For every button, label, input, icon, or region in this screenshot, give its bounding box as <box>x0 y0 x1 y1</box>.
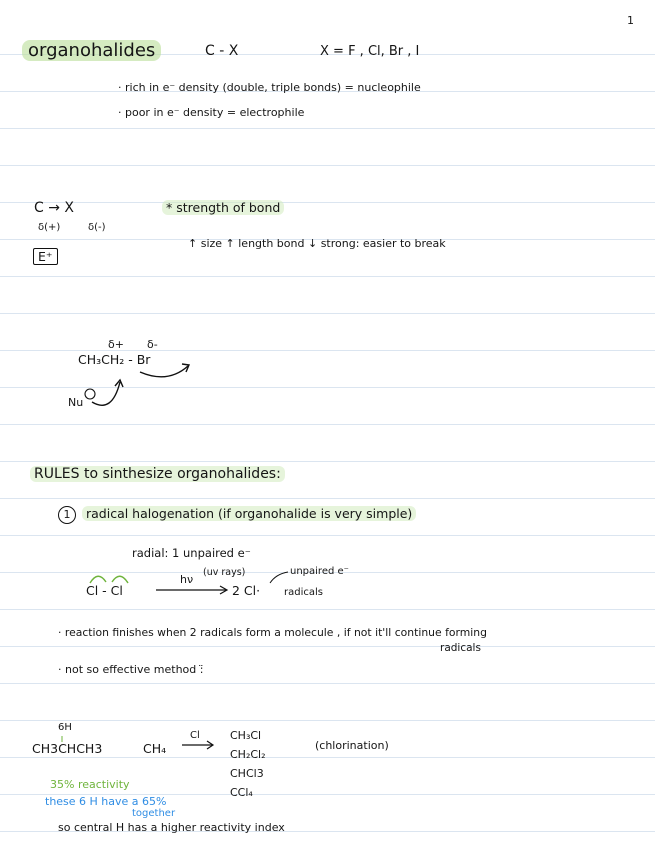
unpaired-label: unpaired e⁻ <box>290 566 349 577</box>
example-molecule: CH₃CH₂ - Br <box>78 352 151 367</box>
propane-formula: CH3CHCH3 <box>32 741 103 756</box>
light-symbol: hν <box>180 573 194 586</box>
green-fishhook-left <box>90 576 106 583</box>
bond-break-arrow <box>140 366 188 377</box>
electrophile-box: E⁺ <box>33 248 58 265</box>
chlorination-label: (chlorination) <box>315 739 389 752</box>
nucleophile-label: Nu <box>68 396 84 409</box>
nucleophile-charge <box>85 389 95 399</box>
note-rich-density: · rich in e⁻ density (double, triple bonds) = nucleophile <box>118 81 421 94</box>
product-4: CCl₄ <box>230 786 253 799</box>
note-poor-density: · poor in e⁻ density = electrophile <box>118 106 305 119</box>
reactivity-65: these 6 H have a 65% <box>45 795 167 808</box>
delta-plus-label: δ(+) <box>38 222 61 233</box>
product-2: CH₂Cl₂ <box>230 748 266 761</box>
chlorine-radicals: 2 Cl· <box>232 583 261 598</box>
radical-definition: radial: 1 unpaired e⁻ <box>132 546 251 560</box>
green-fishhook-right <box>112 576 128 583</box>
page-title: organohalides <box>22 40 161 61</box>
strength-title: * strength of bond <box>162 200 284 215</box>
methane-formula: CH₄ <box>143 741 167 756</box>
example-delta-plus: δ+ <box>108 338 124 351</box>
strength-note: ↑ size ↑ length bond ↓ strong: easier to break <box>188 237 446 250</box>
reactivity-35: 35% reactivity <box>50 778 130 791</box>
product-3: CHCl3 <box>230 767 264 780</box>
reaction-note-radicals: radicals <box>440 642 481 654</box>
reactivity-together: together <box>132 808 176 819</box>
page-number: 1 <box>627 14 634 27</box>
rule-1-text: radical halogenation (if organohalide is very simple) <box>82 506 416 521</box>
delta-minus-label: δ(-) <box>88 222 106 233</box>
polar-bond: C → X <box>34 200 74 216</box>
example-delta-minus: δ- <box>147 338 158 351</box>
halogen-list: X = F , Cl, Br , I <box>320 44 420 59</box>
reaction-note: · reaction finishes when 2 radicals form a molecule , if not it'll continue forming <box>58 626 487 639</box>
uv-rays-label: (uv rays) <box>203 567 246 578</box>
rule-number-circle: 1 <box>58 506 76 524</box>
not-effective-note: · not so effective method :̈ <box>58 663 204 676</box>
product-1: CH₃Cl <box>230 729 262 742</box>
chlorine-reagent: Cl <box>190 730 200 741</box>
six-h-label: 6H <box>58 722 72 733</box>
general-formula: C - X <box>205 43 239 59</box>
rules-title: RULES to sinthesize organohalides: <box>30 466 285 482</box>
radicals-label: radicals <box>284 587 323 598</box>
conclusion-note: so central H has a higher reactivity index <box>58 821 285 834</box>
unpaired-pointer <box>270 572 288 583</box>
chlorine-molecule: Cl - Cl <box>86 583 123 598</box>
